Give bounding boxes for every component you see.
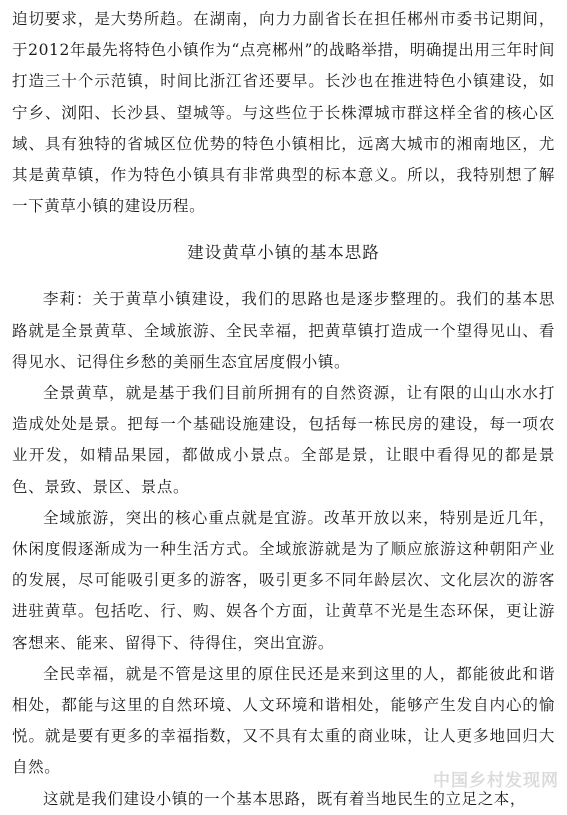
paragraph-quanyu: 全域旅游，突出的核心重点就是宜游。改革开放以来，特别是近几年，休闲度假逐渐成为一种生活方式。全域旅游就是为了顺应旅游这种朝阳产业的发展，尽可能吸引更多的游客，吸引更多不同年龄层次、文化层次的游客进驻黄草。包括吃、行、购、娱各个方面，让黄草不光是生态环保，更让游客想来、能来、留得下、待得住，突出宜游。 [12,508,555,652]
paragraph-summary: 这就是我们建设小镇的一个基本思路，既有着当地民生的立足之本， [43,789,527,808]
intro-paragraph: 迫切要求，是大势所趋。在湖南，向力力副省长在担任郴州市委书记期间，于2012年最先将特色小镇作为“点亮郴州”的战略举措，明确提出用三年时间打造三十个示范镇，时间比浙江省还要早。长沙也在推进特色小镇建设，如宁乡、浏阳、长沙县、望城等。与这些位于长株潭城市群这样全省的核心区域、具有独特的省城区位优势的特色小镇相比，远离大城市的湘南地区，尤其是黄草镇，作为特色小镇具有非常典型的标本意义。所以，我特别想了解一下黄草小镇的建设历程。 [12,10,555,216]
paragraph-quanjing: 全景黄草，就是基于我们目前所拥有的自然资源，让有限的山山水水打造成处处是景。把每一个基础设施建设，包括每一栋民房的建设，每一项农业开发，如精品果园，都做成小景点。全部是景，让眼中看得见的都是景色、景致、景区、景点。 [12,384,555,496]
section-heading: 建设黄草小镇的基本思路 [187,243,380,263]
paragraph-li-li: 李莉：关于黄草小镇建设，我们的思路也是逐步整理的。我们的基本思路就是全景黄草、全域旅游、全民幸福，把黄草镇打造成一个望得见山、看得见水、记得住乡愁的美丽生态宜居度假小镇。 [12,290,555,371]
site-watermark: 中国乡村发现网 [433,771,559,791]
paragraph-quanmin: 全民幸福，就是不管是这里的原住民还是来到这里的人，都能彼此和谐相处，都能与这里的自然环境、人文环境和谐相处，能够产生发自内心的愉悦。就是要有更多的幸福指数，又不具有太重的商业味，让人更多地回归大自然。 [12,664,555,777]
